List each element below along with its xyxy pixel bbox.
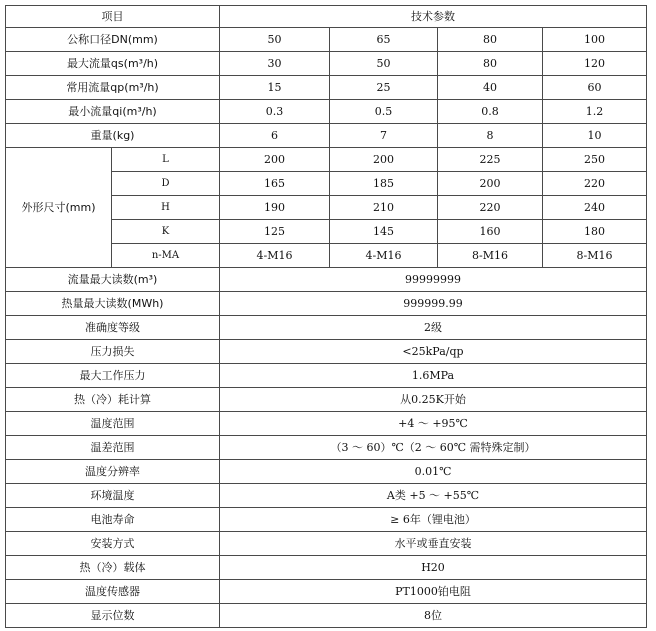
spec-row (6, 340, 647, 364)
spec-label: 显示位数 (6, 604, 220, 628)
row-value: 165 (220, 172, 330, 196)
header-item: 项目 (6, 6, 220, 28)
spec-value: 99999999 (220, 268, 647, 292)
spec-label: 温差范围 (6, 436, 220, 460)
row-value: 40 (438, 76, 543, 100)
spec-label: 最大工作压力 (6, 364, 220, 388)
spec-label: 流量最大读数(m³) (6, 268, 220, 292)
row-value: 1.2 (543, 100, 647, 124)
spec-row (6, 484, 647, 508)
spec-value: 1.6MPa (220, 364, 647, 388)
spec-label: 环境温度 (6, 484, 220, 508)
row-value: 25 (330, 76, 438, 100)
spec-row (6, 532, 647, 556)
spec-value: +4 ～ +95℃ (220, 412, 647, 436)
dn-row (6, 28, 647, 52)
spec-row (6, 316, 647, 340)
row-value: 50 (220, 28, 330, 52)
spec-label: 热（冷）载体 (6, 556, 220, 580)
spec-row (6, 580, 647, 604)
spec-value: 999999.99 (220, 292, 647, 316)
row-value: 160 (438, 220, 543, 244)
row-value: 0.5 (330, 100, 438, 124)
row-value: 80 (438, 52, 543, 76)
row-value: 220 (438, 196, 543, 220)
spec-row (6, 460, 647, 484)
row-value: 240 (543, 196, 647, 220)
row-value: 120 (543, 52, 647, 76)
spec-row (6, 292, 647, 316)
spec-value: <25kPa/qp (220, 340, 647, 364)
spec-row (6, 604, 647, 628)
dimension-sublabel: D (112, 172, 220, 196)
row-value: 190 (220, 196, 330, 220)
spec-label: 热（冷）耗计算 (6, 388, 220, 412)
spec-label: 安装方式 (6, 532, 220, 556)
flow-row (6, 100, 647, 124)
spec-row (6, 436, 647, 460)
row-value: 60 (543, 76, 647, 100)
spec-value: （3 ～ 60）℃（2 ～ 60℃ 需特殊定制） (220, 436, 647, 460)
spec-value: 8位 (220, 604, 647, 628)
row-value: 225 (438, 148, 543, 172)
row-value: 220 (543, 172, 647, 196)
header-row (6, 6, 647, 28)
header-tech-params: 技术参数 (220, 6, 647, 28)
row-value: 8-M16 (543, 244, 647, 268)
dimension-sublabel: L (112, 148, 220, 172)
row-value: 125 (220, 220, 330, 244)
row-value: 200 (438, 172, 543, 196)
dimension-sublabel: n-MA (112, 244, 220, 268)
row-label: 最小流量qi(m³/h) (6, 100, 220, 124)
spec-label: 温度传感器 (6, 580, 220, 604)
spec-label: 温度分辨率 (6, 460, 220, 484)
dimension-sublabel: K (112, 220, 220, 244)
row-value: 80 (438, 28, 543, 52)
row-label: 常用流量qp(m³/h) (6, 76, 220, 100)
dimension-row (6, 148, 647, 172)
spec-label: 电池寿命 (6, 508, 220, 532)
row-value: 4-M16 (330, 244, 438, 268)
row-value: 185 (330, 172, 438, 196)
spec-row (6, 364, 647, 388)
spec-label: 温度范围 (6, 412, 220, 436)
dimension-sublabel: H (112, 196, 220, 220)
spec-value: 0.01℃ (220, 460, 647, 484)
spec-label: 压力损失 (6, 340, 220, 364)
row-value: 10 (543, 124, 647, 148)
spec-row (6, 388, 647, 412)
spec-value: 2级 (220, 316, 647, 340)
row-value: 210 (330, 196, 438, 220)
row-value: 4-M16 (220, 244, 330, 268)
row-value: 200 (220, 148, 330, 172)
row-value: 145 (330, 220, 438, 244)
row-value: 180 (543, 220, 647, 244)
spec-row (6, 508, 647, 532)
spec-value: 从0.25K开始 (220, 388, 647, 412)
spec-value: A类 +5 ～ +55℃ (220, 484, 647, 508)
row-value: 7 (330, 124, 438, 148)
flow-row (6, 76, 647, 100)
spec-value: H20 (220, 556, 647, 580)
row-value: 250 (543, 148, 647, 172)
spec-table-container (5, 5, 647, 628)
spec-value: PT1000铂电阻 (220, 580, 647, 604)
spec-label: 准确度等级 (6, 316, 220, 340)
row-value: 30 (220, 52, 330, 76)
spec-row (6, 268, 647, 292)
spec-row (6, 556, 647, 580)
row-value: 50 (330, 52, 438, 76)
row-value: 0.3 (220, 100, 330, 124)
row-value: 100 (543, 28, 647, 52)
spec-value: 水平或垂直安装 (220, 532, 647, 556)
weight-row (6, 124, 647, 148)
row-value: 0.8 (438, 100, 543, 124)
row-value: 6 (220, 124, 330, 148)
row-value: 8-M16 (438, 244, 543, 268)
row-label: 最大流量qs(m³/h) (6, 52, 220, 76)
spec-label: 热量最大读数(MWh) (6, 292, 220, 316)
row-value: 15 (220, 76, 330, 100)
row-label: 公称口径DN(mm) (6, 28, 220, 52)
spec-value: ≥ 6年（锂电池） (220, 508, 647, 532)
row-value: 65 (330, 28, 438, 52)
row-value: 8 (438, 124, 543, 148)
flow-row (6, 52, 647, 76)
dimensions-label: 外形尺寸(mm) (6, 148, 112, 268)
row-label: 重量(kg) (6, 124, 220, 148)
technical-spec-table (5, 5, 647, 628)
row-value: 200 (330, 148, 438, 172)
spec-row (6, 412, 647, 436)
